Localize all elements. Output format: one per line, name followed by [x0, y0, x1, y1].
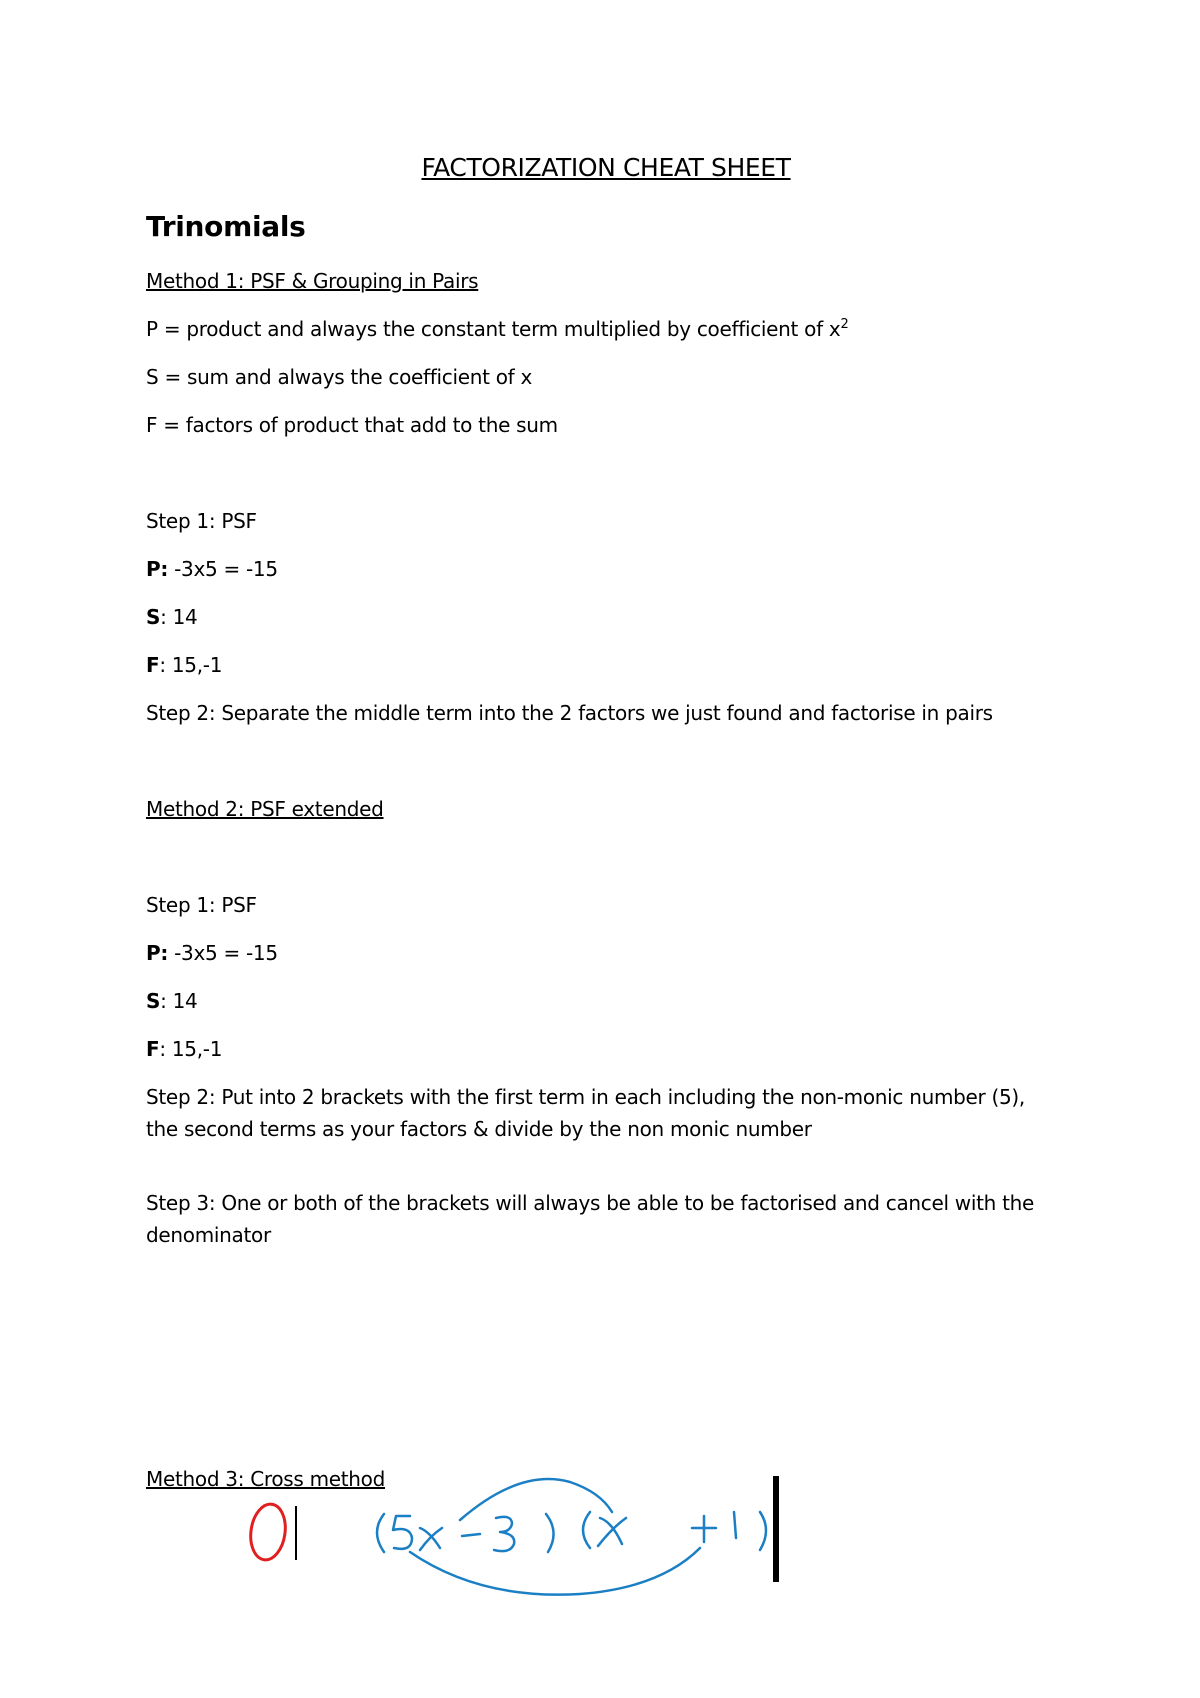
- f-value: : 15,-1: [159, 653, 223, 677]
- hand-digit-5: [393, 1516, 412, 1549]
- hand-arc-bottom: [410, 1548, 700, 1595]
- p-value: -3x5 = -15: [168, 941, 278, 965]
- hand-digit-1: [734, 1512, 736, 1538]
- p-value: -3x5 = -15: [168, 557, 278, 581]
- s-label: S: [146, 989, 161, 1013]
- f-label: F: [146, 653, 160, 677]
- s-label: S: [146, 605, 161, 629]
- method3-heading: Method 3: Cross method: [146, 1467, 386, 1491]
- method1-f-definition: F = factors of product that add to the sum: [146, 413, 558, 437]
- method1-step2: Step 2: Separate the middle term into the 2 factors we just found and factorise in pairs: [146, 701, 993, 725]
- method1-s-definition: S = sum and always the coefficient of x: [146, 365, 532, 389]
- x-squared-superscript: 2: [840, 317, 849, 332]
- p-label: P:: [146, 941, 169, 965]
- page-title: FACTORIZATION CHEAT SHEET: [421, 153, 791, 182]
- s-value: : 14: [160, 605, 198, 629]
- red-circle-mark: [247, 1502, 288, 1562]
- method2-step1: Step 1: PSF: [146, 893, 257, 917]
- f-value: : 15,-1: [159, 1037, 223, 1061]
- method2-step3-line2: denominator: [146, 1223, 271, 1247]
- hand-letter-x-1: [420, 1528, 442, 1550]
- hand-paren-close-2: [760, 1512, 766, 1550]
- hand-paren-close-1: [546, 1514, 554, 1552]
- section-heading-trinomials: Trinomials: [146, 210, 306, 243]
- hand-plus: [692, 1516, 716, 1542]
- method2-step2-line1: Step 2: Put into 2 brackets with the first term in each including the non-monic number (5),: [146, 1085, 1025, 1109]
- method1-step1: Step 1: PSF: [146, 509, 257, 533]
- p-label: P:: [146, 557, 169, 581]
- hand-minus: [462, 1534, 480, 1536]
- hand-letter-x-2: [598, 1518, 626, 1546]
- method2-step2-line2: the second terms as your factors & divide by the non monic number: [146, 1117, 812, 1141]
- hand-digit-3: [494, 1517, 514, 1551]
- p-definition-text: P = product and always the constant term multiplied by coefficient of x: [146, 317, 841, 341]
- hand-paren-open-2: [583, 1512, 590, 1548]
- method2-heading: Method 2: PSF extended: [146, 797, 384, 821]
- hand-paren-open-1: [377, 1514, 384, 1552]
- f-label: F: [146, 1037, 160, 1061]
- method2-step3-line1: Step 3: One or both of the brackets will always be able to be factorised and cancel with the: [146, 1191, 1035, 1215]
- s-value: : 14: [160, 989, 198, 1013]
- method1-heading: Method 1: PSF & Grouping in Pairs: [146, 269, 479, 293]
